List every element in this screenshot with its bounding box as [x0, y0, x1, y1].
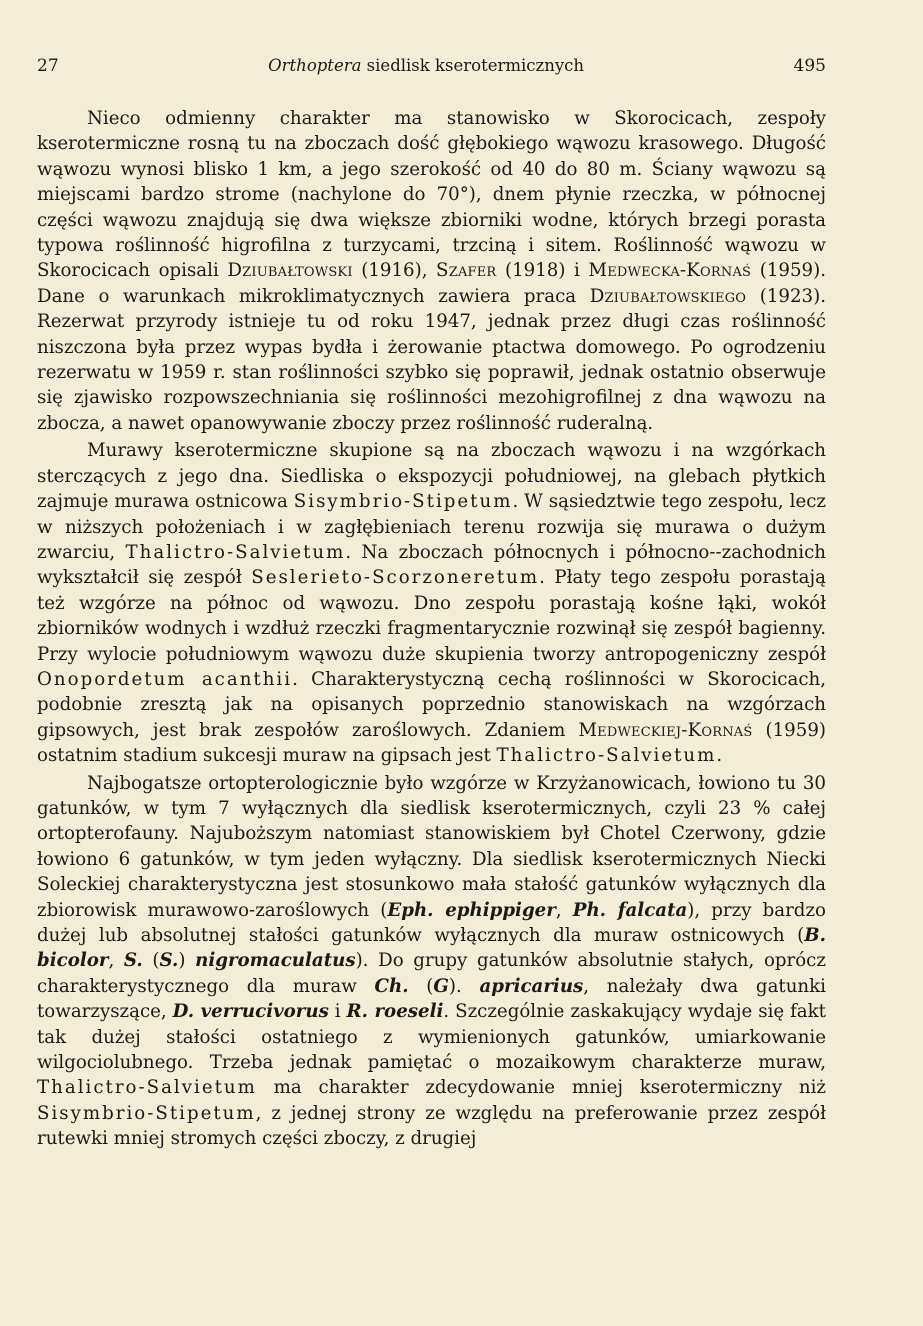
text-run: . Charakterystyczną cechą roślinności w Skorocicach, podobnie zresztą jak na opisanych poprzednio stanowiskach na wzgórzach gipsowych, jest brak zespołów zaroślowych. Zdaniem: [37, 668, 827, 741]
page-number-right: 495: [793, 56, 826, 76]
plant-association-name: Thalictro-Salvietum: [125, 541, 346, 563]
text-run: ,: [555, 899, 573, 921]
text-run: (1916),: [352, 260, 437, 282]
text-run: , należały dwa gatunki towarzyszące,: [37, 975, 826, 1023]
text-run: (1959) ostatnim stadium sukcesji muraw na gipsach jest: [37, 719, 826, 767]
author-name: Medwecka-Kornaś: [588, 260, 752, 282]
text-run: . Szczególnie zaskakujący wydaje się fakt tak dużej stałości ostatniego z wymienionych gatunków, umiarkowanie wilgociolubnego. Trzeba jednak pamiętać o mozaikowym charakterze muraw,: [37, 1001, 826, 1074]
species-name: Eph. ephippiger: [387, 899, 556, 921]
text-run: Murawy kserotermiczne skupione są na zboczach wąwozu i na wzgórkach sterczących z jego dna. Siedliska o ekspozycji południowej, na glebach płytkich zajmuje murawa ostnicowa: [37, 440, 826, 513]
species-name: G: [433, 975, 449, 997]
text-run: , z jednej strony ze względu na preferowanie przez zespół rutewki mniej stromych części zboczy, z drugiej: [37, 1102, 826, 1150]
paragraph: [37, 106, 826, 436]
text-run: Nieco odmienny charakter ma stanowisko w Skorocicach, zespoły kserotermiczne rosną tu na zboczach dość głębokiego wąwozu krasowego. Długość wąwozu wynosi blisko 1 km, a jego szerokość od 40 do 80 m. Ściany wąwozu są miejscami bardzo strome (nachylone do 70°), dnem płynie rzeczka, w północnej części wąwozu znajdują się dwa większe zbiorniki wodne, których brzegi porasta typowa roślinność higrofilna z turzycami, trzciną i sitem. Roślinność wąwozu w Skorocicach opisali: [37, 108, 826, 282]
text-run: ). Do grupy gatunków absolutnie stałych, oprócz charakterystycznego dla muraw: [37, 950, 826, 997]
paragraph: [37, 438, 826, 768]
body-text: [37, 106, 826, 1152]
species-name: S.: [123, 950, 143, 972]
plant-association-name: Sisymbrio-Stipetum: [37, 1102, 256, 1124]
running-title-rest: siedlisk kserotermicznych: [361, 56, 585, 75]
author-name: Szafer: [436, 260, 497, 282]
document-page: [37, 56, 826, 1152]
plant-association-name: Sisymbrio-Stipetum: [293, 491, 513, 513]
text-run: (1918) i: [496, 260, 589, 282]
plant-association-name: Seslerieto-Scorzoneretum: [251, 567, 540, 589]
species-name: D. verrucivorus: [172, 1001, 329, 1023]
page-number-left: 27: [37, 56, 59, 76]
text-run: ), przy bardzo dużej lub absolutnej stałości gatunków wyłącznych dla muraw ostnicowych (: [37, 899, 826, 946]
text-run: i: [328, 1001, 347, 1023]
text-run: . Płaty tego zespołu porastają też wzgórze na północ od wąwozu. Dno zespołu porastają kośne łąki, wokół zbiorników wodnych i wzdłuż rzeczki fragmentarycznie rozwinął się zespół bagienny. Przy wylocie południowym wąwozu duże skupienia tworzy antropogeniczny zespół: [37, 567, 826, 665]
plant-association-name: Onopordetum acanthii: [37, 668, 293, 690]
text-run: ).: [448, 975, 480, 997]
species-name: S.: [159, 950, 179, 972]
plant-association-name: Thalictro-Salvietum: [496, 745, 717, 767]
plant-association-name: Thalictro-Salvietum: [37, 1077, 257, 1099]
species-name: Ch.: [374, 975, 409, 997]
text-run: (1959). Dane o warunkach mikroklimatycznych zawiera praca: [37, 260, 826, 307]
text-run: (: [408, 975, 434, 997]
species-name: Ph. falcata: [572, 899, 688, 921]
running-title: [268, 56, 584, 75]
text-run: (1923). Rezerwat przyrody istnieje tu od roku 1947, jednak przez długi czas roślinność niszczona była przez wypas bydła i żerowanie ptactwa domowego. Po ogrodzeniu rezerwatu w 1959 r. stan roślinności szybko się poprawił, jednak ostatnio obserwuje się zjawisko rozpowszechniania się roślinności mezohigrofilnej z dna wąwozu na zbocza, a nawet opanowywanie zboczy przez roślinność ruderalną.: [37, 285, 826, 434]
species-name: apricarius: [479, 975, 584, 997]
text-run: .: [716, 745, 723, 767]
species-name: B. bicolor: [37, 925, 826, 972]
running-title-italic: Orthoptera: [268, 56, 362, 75]
text-run: . W sąsiedztwie tego zespołu, lecz w niższych położeniach i w zagłębieniach terenu rozwija się murawa o dużym zwarciu,: [37, 491, 826, 563]
paragraph: [37, 771, 826, 1152]
text-run: ): [178, 950, 196, 972]
text-run: ma charakter zdecydowanie mniej kserotermiczny niż: [256, 1077, 826, 1099]
species-name: R. roeseli: [346, 1001, 444, 1023]
author-name: Dziubałtowskiego: [589, 285, 747, 307]
text-run: . Na zboczach północnych i północno--zachodnich wykształcił się zespół: [37, 541, 826, 589]
author-name: Dziubałtowski: [227, 260, 353, 282]
author-name: Medweckiej-Kornaś: [578, 719, 753, 741]
text-run: Najbogatsze ortopterologicznie było wzgórze w Krzyżanowicach, łowiono tu 30 gatunków, w tym 7 wyłącznych dla siedlisk kserotermicznych, czyli 23 % całej ortopterofauny. Najuboższym natomiast stanowiskiem był Chotel Czerwony, gdzie łowiono 6 gatunków, w tym jeden wyłączny. Dla siedlisk kserotermicznych Niecki Soleckiej charakterystyczna jest stosunkowo mała stałość gatunków wyłącznych dla zbiorowisk murawowo-zaroślowych (: [37, 772, 826, 921]
running-header: [37, 56, 826, 86]
text-run: (: [142, 950, 160, 972]
text-run: ,: [108, 950, 124, 972]
species-name: nigromaculatus: [195, 950, 356, 972]
